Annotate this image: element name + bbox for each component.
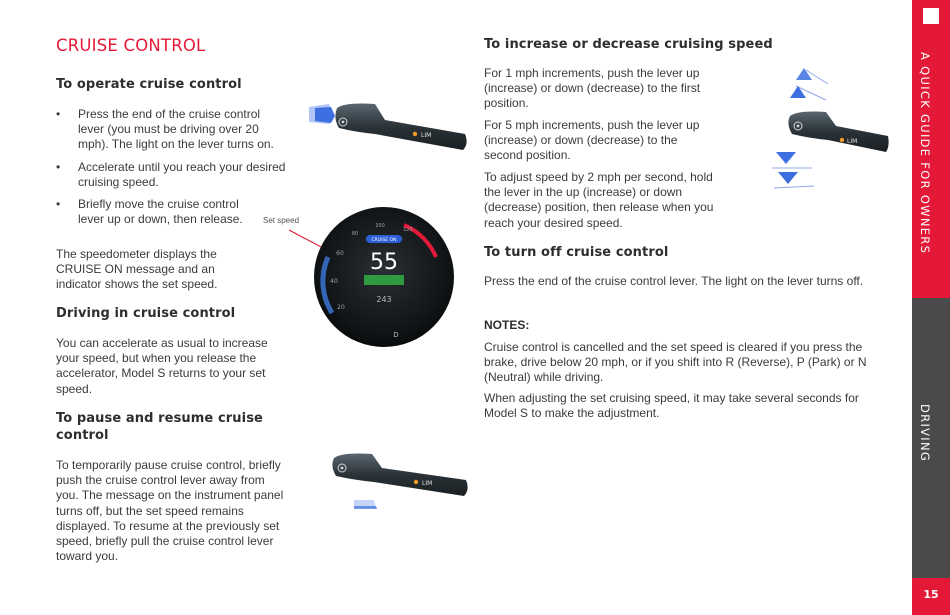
speedometer-figure: [308, 205, 460, 351]
push-away-arrow-icon: [354, 500, 377, 509]
operate-steps-list: [56, 107, 288, 234]
sidebar-guide-label: A QUICK GUIDE FOR OWNERS: [918, 52, 932, 255]
driving-paragraph: You can accelerate as usual to increase your speed, but when you release the accelerator, Model S returns to your set speed.: [56, 336, 268, 396]
sidebar-section-band: [912, 298, 950, 578]
sidebar: [912, 0, 950, 615]
lever-label: LIM: [847, 138, 858, 145]
list-item: • Accelerate until you reach your desired cruising speed.: [56, 160, 288, 190]
driving-heading: Driving in cruise control: [56, 306, 236, 321]
indicator-light-icon: [414, 480, 418, 484]
operate-heading: To operate cruise control: [56, 77, 242, 92]
cruise-on-text: CRUISE ON: [371, 238, 397, 243]
sidebar-top-band: [912, 0, 950, 298]
speed-tick: 80: [351, 231, 359, 237]
turnoff-heading: To turn off cruise control: [484, 245, 669, 260]
page-title: CRUISE CONTROL: [56, 36, 206, 55]
increase-arrows-icon: [790, 68, 828, 100]
turnoff-paragraph: Press the end of the cruise control lever. The light on the lever turns off.: [484, 274, 864, 288]
blue-arrow-icon: [309, 104, 335, 124]
odometer: 243: [376, 295, 392, 304]
increase-heading: To increase or decrease cruising speed: [484, 37, 773, 52]
increase-paragraph-2: For 5 mph increments, push the lever up (increase) or down (decrease) to the second position.: [484, 118, 700, 163]
lever-pause-figure: [330, 452, 470, 514]
speed-tick: 40: [330, 278, 338, 285]
set-speed-callout: Set speed: [263, 216, 300, 225]
notes-paragraph-2: When adjusting the set cruising speed, it may take several seconds for Model S to make the adjustment.: [484, 391, 859, 421]
notes-paragraph-1: Cruise control is cancelled and the set speed is cleared if you press the brake, drive below 20 mph, or if you shift into R (Reverse), P (Park) or N (Neutral) while driving.: [484, 340, 867, 385]
sidebar-mark: [923, 8, 939, 24]
current-speed: 55: [370, 250, 398, 275]
increase-paragraph-3: To adjust speed by 2 mph per second, hold the lever in the up (increase) or down (decrease) position, then release when you reach your desired speed.: [484, 170, 714, 230]
sidebar-section-label: DRIVING: [918, 404, 932, 463]
lever-press-figure: [305, 98, 470, 160]
decrease-arrows-icon: [772, 152, 814, 188]
lever-up-down-figure: [770, 64, 890, 194]
speed-tick: 120: [403, 227, 413, 233]
pause-paragraph: To temporarily pause cruise control, briefly push the cruise control lever away from you. The message on the instrument panel turns off, but the set speed remains displayed. To resume at the previously set speed, briefly pull the cruise control lever toward you.: [56, 458, 284, 564]
speed-tick: 100: [375, 223, 385, 229]
list-item: • Briefly move the cruise control lever up or down, then release.: [56, 197, 246, 227]
power-bar: [364, 275, 404, 285]
lever-label: LIM: [421, 132, 432, 139]
notes-heading: NOTES:: [484, 318, 530, 332]
indicator-light-icon: [840, 138, 844, 142]
pause-heading: To pause and resume cruise control: [56, 411, 263, 443]
page-number: 15: [923, 588, 939, 601]
speed-tick: 20: [337, 304, 345, 311]
speed-tick: 60: [336, 250, 344, 257]
list-item: • Press the end of the cruise control lever (you must be driving over 20 mph). The light on the lever turns on.: [56, 107, 288, 153]
gear-indicator: D: [393, 331, 399, 339]
indicator-light-icon: [413, 132, 417, 136]
increase-paragraph-1: For 1 mph increments, push the lever up (increase) or down (decrease) to the first position.: [484, 66, 701, 111]
lever-label: LIM: [422, 480, 433, 487]
operate-paragraph: The speedometer displays the CRUISE ON message and an indicator shows the set speed.: [56, 247, 218, 292]
